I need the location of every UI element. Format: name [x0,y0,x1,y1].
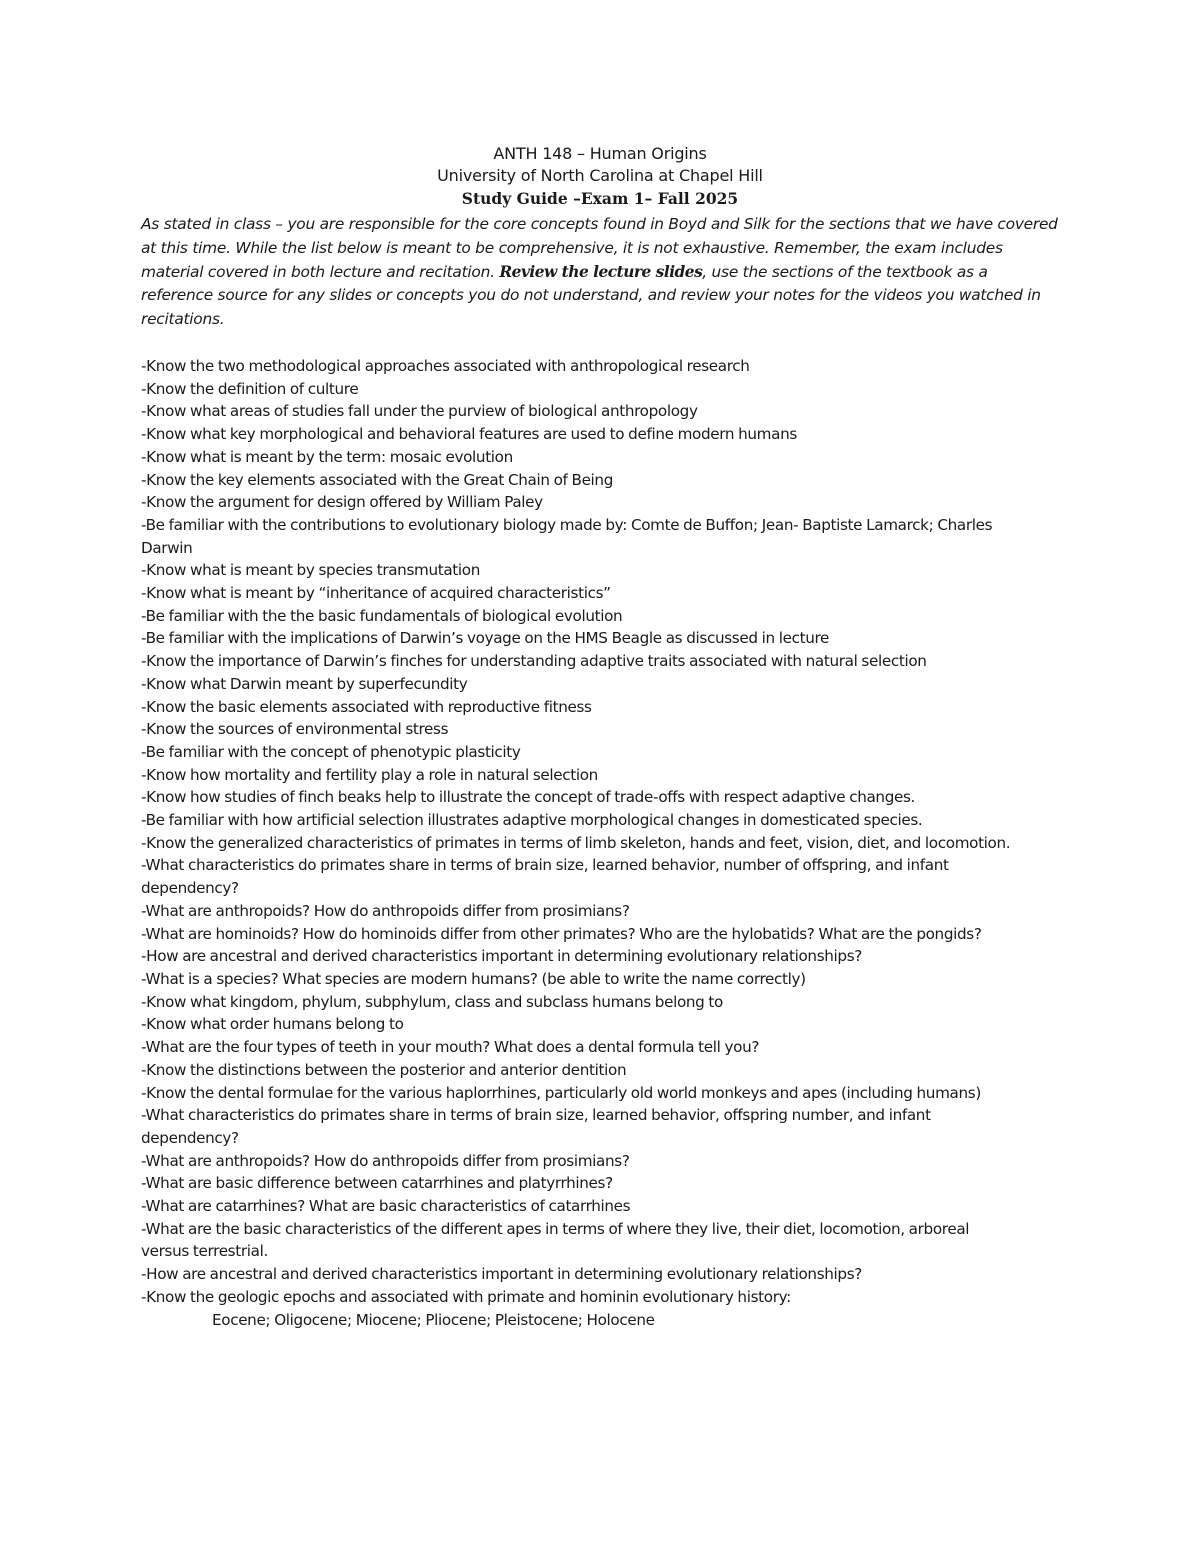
university-name: University of North Carolina at Chapel Hill [437,166,763,185]
list-item: -Know what order humans belong to [141,1015,404,1034]
list-item: -Know what is meant by species transmutation [141,561,480,580]
list-item: -Know how mortality and fertility play a role in natural selection [141,765,598,784]
intro-text-part-2: , use the sections of the textbook as a reference source for any slides or concepts you do not understand, and review your notes for the videos you watched in recitations. [141,262,1041,329]
document-header [0,143,1200,211]
list-item: -Be familiar with the concept of phenotypic plasticity [141,742,521,761]
list-item: -Know the geologic epochs and associated with primate and hominin evolutionary history: [141,1287,791,1306]
list-item: -What characteristics do primates share in terms of brain size, learned behavior, offspring number, and infant dependency? [141,1106,931,1147]
list-item: -What are anthropoids? How do anthropoids differ from prosimians? [141,901,630,920]
study-items-list [141,355,1021,1331]
list-item: -What are hominoids? How do hominoids differ from other primates? Who are the hylobatids? What are the pongids? [141,924,982,943]
list-item: -What are basic difference between catarrhines and platyrrhines? [141,1174,613,1193]
list-item: -Know the basic elements associated with reproductive fitness [141,697,592,716]
list-item: -What is a species? What species are modern humans? (be able to write the name correctly) [141,969,806,988]
list-item: -How are ancestral and derived characteristics important in determining evolutionary relationships? [141,947,862,966]
list-item: -Be familiar with how artificial selection illustrates adaptive morphological changes in domesticated species. [141,811,923,830]
list-item: -Know what key morphological and behavioral features are used to define modern humans [141,425,797,444]
list-item: -Know the definition of culture [141,379,359,398]
list-item: -Know what Darwin meant by superfecundity [141,674,468,693]
intro-emphasis: Review the lecture slides [499,262,703,281]
list-item: -What characteristics do primates share in terms of brain size, learned behavior, number of offspring, and infant dependency? [141,856,949,898]
list-item: -Know what areas of studies fall under the purview of biological anthropology [141,402,698,421]
list-item: -Know what is meant by the term: mosaic evolution [141,447,513,466]
list-item: -What are anthropoids? How do anthropoids differ from prosimians? [141,1151,630,1170]
list-item: -Be familiar with the contributions to evolutionary biology made by: Comte de Buffon; Jean- Baptiste Lamarck; Charles Darwin [141,515,993,557]
course-title: ANTH 148 – Human Origins [493,144,707,163]
list-item: -What are the four types of teeth in your mouth? What does a dental formula tell you? [141,1038,760,1057]
list-item: -What are catarrhines? What are basic characteristics of catarrhines [141,1197,631,1216]
list-item: -Know the importance of Darwin’s finches for understanding adaptive traits associated with natural selection [141,652,927,671]
intro-text-part-1: As stated in class – you are responsible for the core concepts found in Boyd and Silk for the sections that we have covered at this time. While the list below is meant to be comprehensive, it is not exhaustive. Remember, the exam includes material covered in both lecture and recitation. [141,215,1058,281]
list-item: -Know the generalized characteristics of primates in terms of limb skeleton, hands and feet, vision, diet, and locomotion. [141,833,1011,852]
list-item: -Know the distinctions between the posterior and anterior dentition [141,1060,627,1079]
list-item: -How are ancestral and derived characteristics important in determining evolutionary relationships? [141,1265,862,1284]
study-guide-title: Study Guide –Exam 1– Fall 2025 [461,189,739,208]
intro-paragraph [141,213,1061,332]
list-item: -Be familiar with the the basic fundamentals of biological evolution [141,606,623,625]
list-item: -Know what kingdom, phylum, subphylum, class and subclass humans belong to [141,992,723,1011]
list-item: -Know the key elements associated with the Great Chain of Being [141,470,613,489]
list-item: -Know the sources of environmental stress [141,720,449,739]
list-item: -Know the two methodological approaches associated with anthropological research [141,357,750,375]
list-item: -Be familiar with the implications of Darwin’s voyage on the HMS Beagle as discussed in lecture [141,629,830,648]
list-item: -Know the dental formulae for the various haplorrhines, particularly old world monkeys and apes (including humans) [141,1083,981,1102]
list-item: -Know how studies of finch beaks help to illustrate the concept of trade-offs with respect adaptive changes. [141,788,916,807]
list-item: -Know the argument for design offered by William Paley [141,493,543,512]
list-item: -What are the basic characteristics of the different apes in terms of where they live, their diet, locomotion, arboreal versus terrestrial. [141,1219,970,1261]
epochs-list: Eocene; Oligocene; Miocene; Pliocene; Pleistocene; Holocene [212,1310,655,1329]
list-item: -Know what is meant by “inheritance of acquired characteristics” [141,584,611,603]
